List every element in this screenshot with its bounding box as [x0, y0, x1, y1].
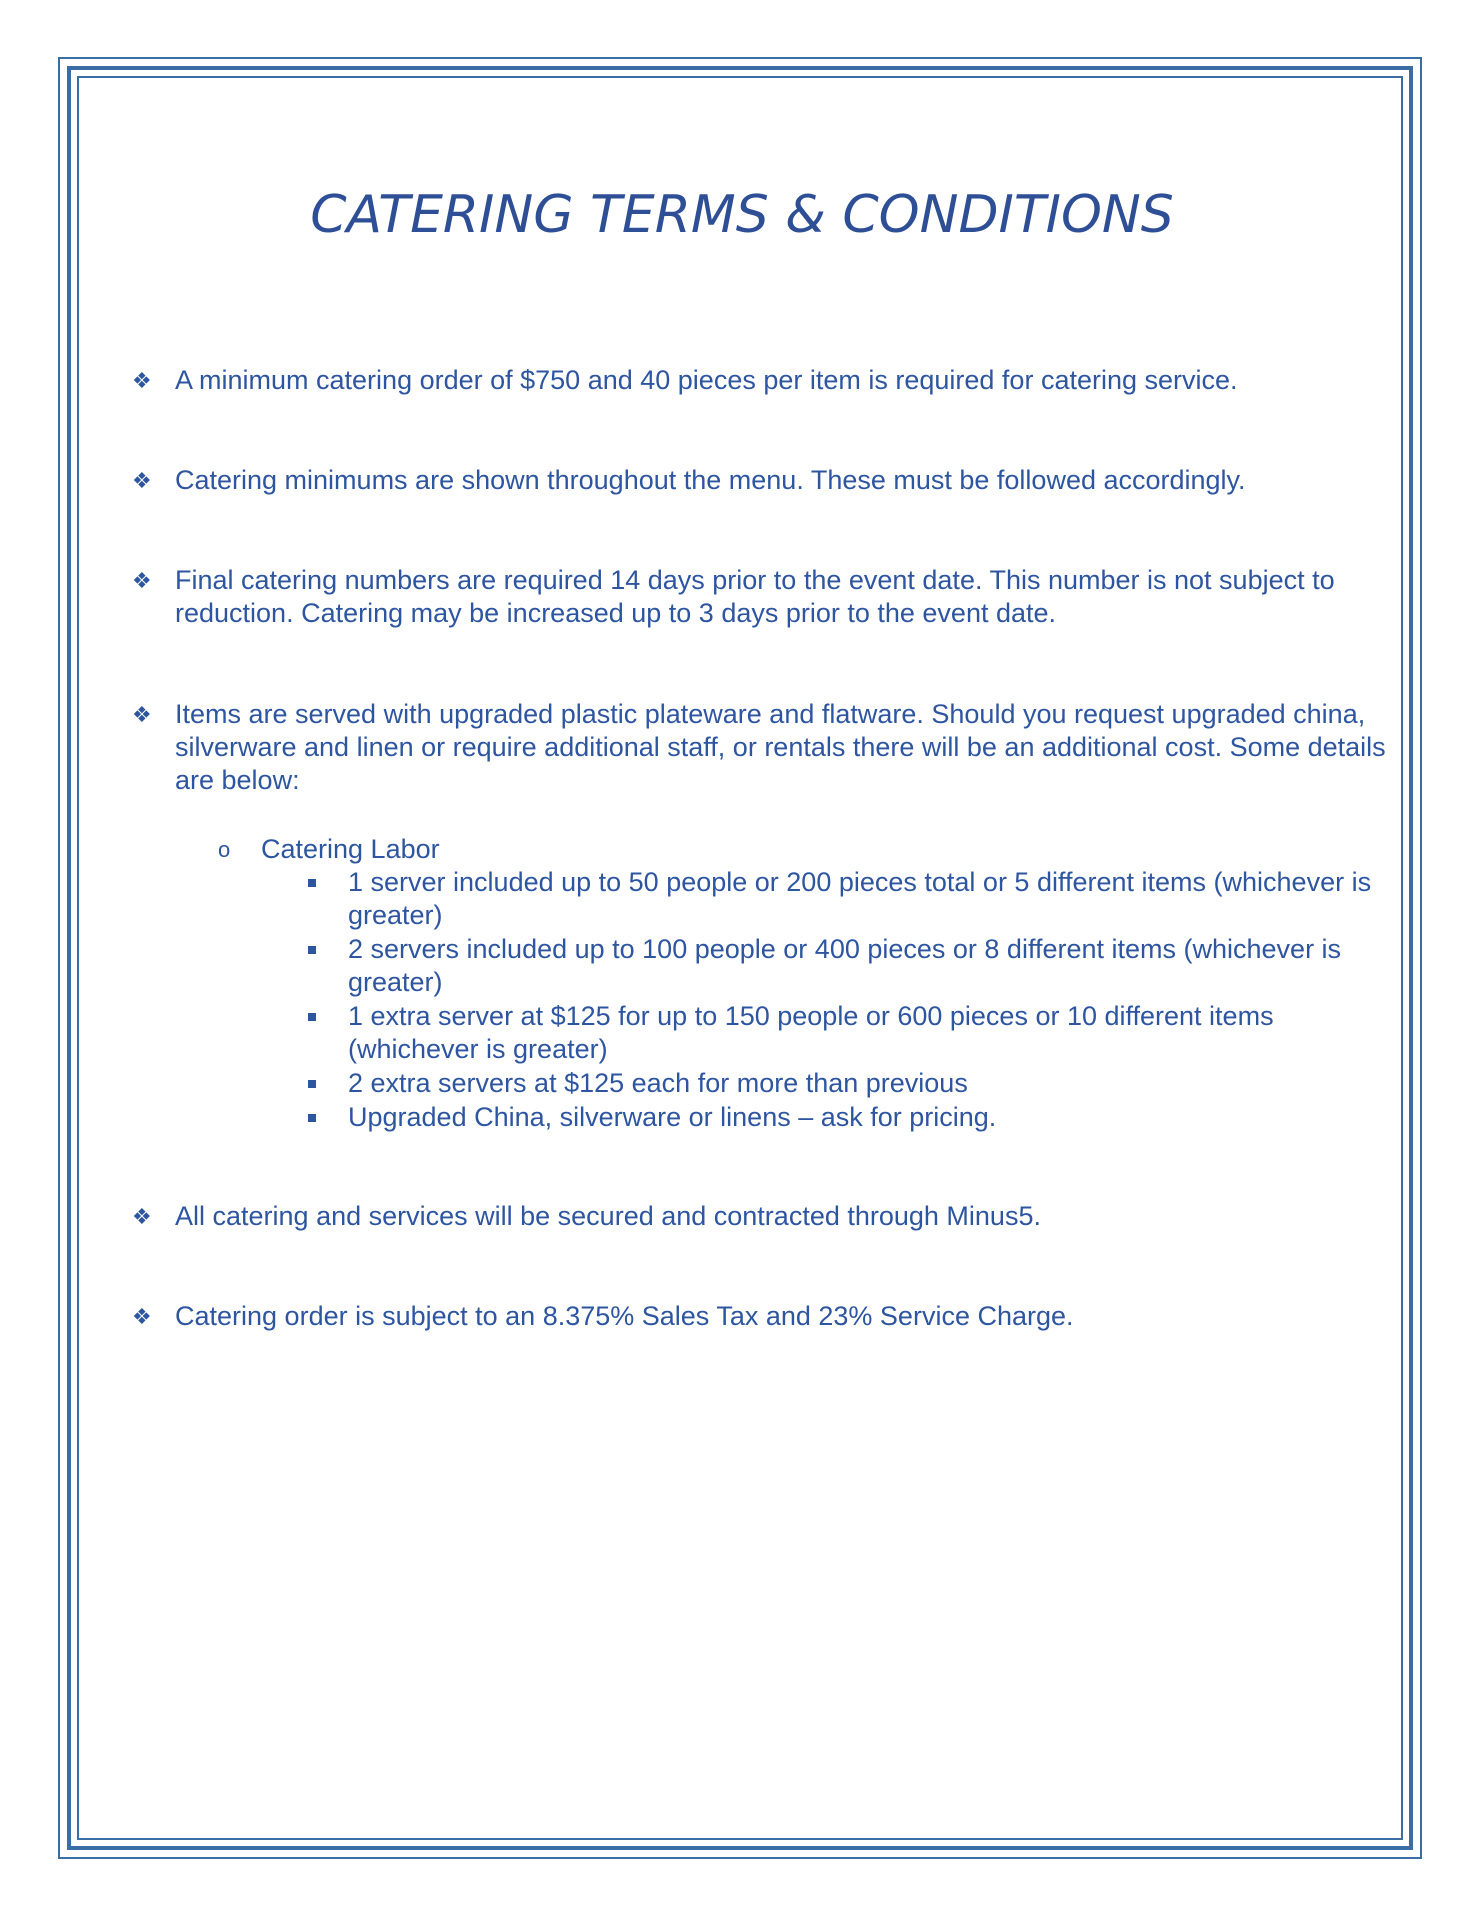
diamond-bullet-icon: ❖ — [132, 568, 152, 593]
square-bullet-icon — [308, 1114, 316, 1122]
diamond-bullet-icon: ❖ — [132, 468, 152, 493]
diamond-bullet-icon: ❖ — [132, 702, 152, 727]
list-item-text: Catering order is subject to an 8.375% Sales Tax and 23% Service Charge. — [175, 1301, 1074, 1331]
list-item-text: All catering and services will be secured and contracted through Minus5. — [175, 1201, 1041, 1231]
square-bullet-icon — [308, 1080, 316, 1088]
labor-list-item-text: 2 servers included up to 100 people or 400 pieces or 8 different items (whichever is greater) — [348, 934, 1342, 997]
list-item-text: Items are served with upgraded plastic plateware and flatware. Should you request upgraded china, silverware and linen or require additional staff, or rentals there will be an additional cost. Some details are below: — [175, 699, 1386, 795]
list-item-text: A minimum catering order of $750 and 40 pieces per item is required for catering service. — [175, 365, 1238, 395]
labor-list-item-text: Upgraded China, silverware or linens – ask for pricing. — [348, 1102, 997, 1132]
sub-heading: Catering Labor — [261, 834, 440, 864]
square-bullet-icon — [308, 879, 316, 887]
labor-list-item-text: 2 extra servers at $125 each for more than previous — [348, 1068, 968, 1098]
labor-list-item-text: 1 extra server at $125 for up to 150 people or 600 pieces or 10 different items (whichever is greater) — [348, 1001, 1274, 1064]
diamond-bullet-icon: ❖ — [132, 368, 152, 393]
page-title: CATERING TERMS & CONDITIONS — [310, 185, 1174, 245]
list-item-text: Catering minimums are shown throughout the menu. These must be followed accordingly. — [175, 465, 1246, 495]
square-bullet-icon — [308, 946, 316, 954]
list-item-text: Final catering numbers are required 14 days prior to the event date. This number is not subject to reduction. Catering may be increased up to 3 days prior to the event date. — [175, 565, 1335, 628]
labor-list-item-text: 1 server included up to 50 people or 200 pieces total or 5 different items (whichever is greater) — [348, 867, 1372, 930]
diamond-bullet-icon: ❖ — [132, 1204, 152, 1229]
circle-bullet-icon: o — [218, 837, 231, 862]
diamond-bullet-icon: ❖ — [132, 1304, 152, 1329]
square-bullet-icon — [308, 1013, 316, 1021]
